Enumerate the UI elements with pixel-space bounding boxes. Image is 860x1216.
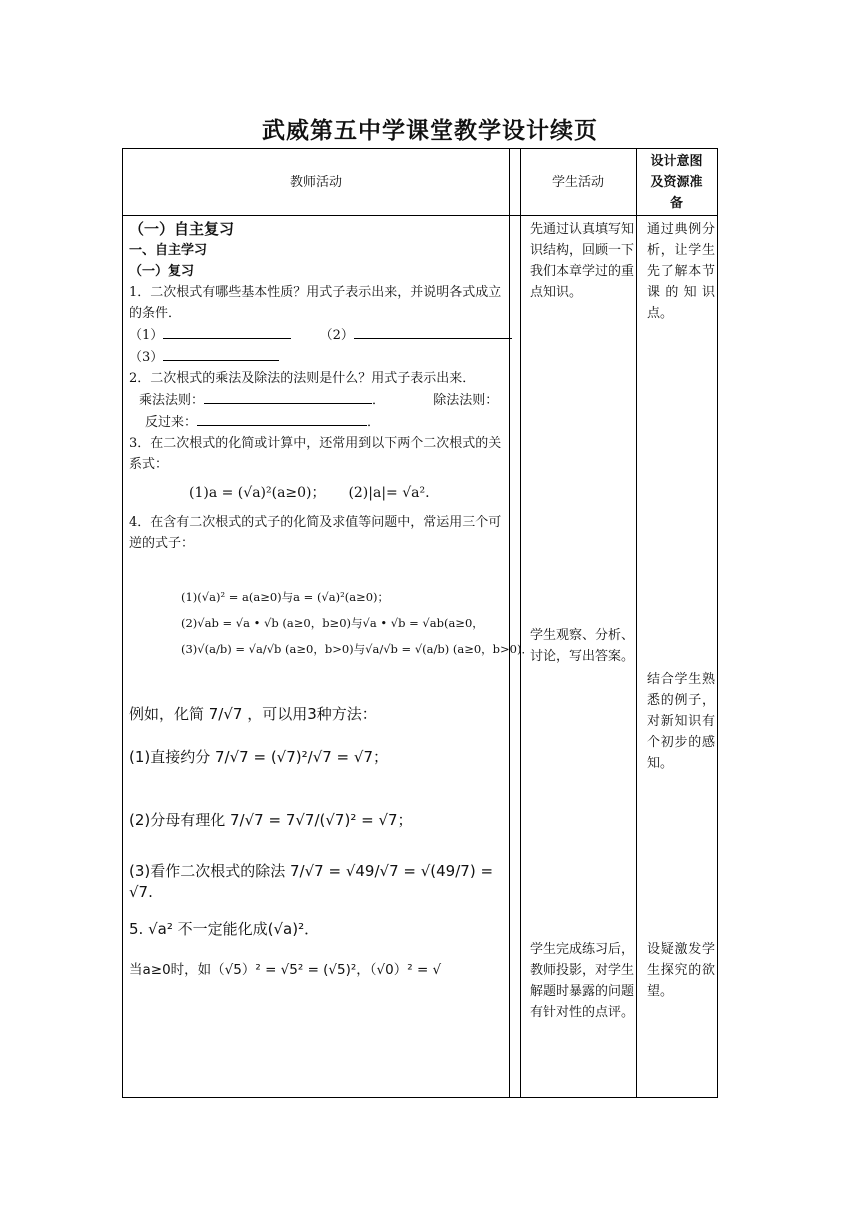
question-2: 2．二次根式的乘法及除法的法则是什么？用式子表示出来． — [129, 371, 476, 386]
formula: (3)√(a/b) = √a/√b (a≥0，b>0)与√a/√b = √(a/b) (a≥0，b>0)． — [181, 642, 533, 656]
design-note: 结合学生熟悉的例子，对新知识有个初步的感知。 — [647, 672, 715, 771]
design-note: 通过典例分析，让学生先了解本节课的知识点。 — [647, 222, 715, 321]
example-method-1: (1)直接约分 7/√7 = (√7)²/√7 = √7； — [129, 748, 388, 766]
answer-blank — [163, 346, 279, 361]
formula: (1)a = (√a)²(a≥0)； — [189, 485, 326, 501]
column-divider — [520, 149, 521, 1097]
header-design — [636, 149, 717, 215]
answer-blank — [204, 389, 372, 404]
question-2-blanks: 乘法法则： ． 除法法则： — [129, 389, 514, 411]
page-title: 武威第五中学课堂教学设计续页 — [262, 117, 598, 144]
question-5: 5. √a² 不一定能化成(√a)²． — [129, 920, 320, 938]
blank-label: （1） — [129, 328, 164, 343]
formula: (1)(√a)² = a(a≥0)与a = (√a)²(a≥0)； — [181, 590, 389, 604]
header-student: 学生活动 — [551, 174, 604, 190]
formula: (2)|a|= √a². — [348, 485, 430, 501]
question-1: 1．二次根式有哪些基本性质？用式子表示出来，并说明各式成立的条件． — [129, 285, 502, 321]
blank-label: （2） — [319, 328, 354, 343]
question-5-example: 当a≥0时，如（√5）² = √5² = (√5)²，（√0）² = √ — [129, 962, 442, 978]
lesson-table — [122, 148, 718, 1098]
subsection-heading: 一、自主学习 — [129, 243, 208, 258]
blank-label: （3） — [129, 350, 164, 365]
example-intro: 例如，化简 7/√7 ，可以用3种方法： — [129, 705, 377, 723]
example-method-3: (3)看作二次根式的除法 7/√7 = √49/√7 = √(49/7) = √7. — [129, 862, 494, 901]
question-3: 3．在二次根式的化简或计算中，还常用到以下两个二次根式的关系式： — [129, 436, 502, 472]
answer-blank — [163, 324, 291, 339]
question-4: 4．在含有二次根式的式子的化简及求值等问题中，常运用三个可逆的式子： — [129, 515, 502, 551]
answer-blank — [354, 324, 512, 339]
design-note: 设疑激发学生探究的欲望。 — [647, 942, 715, 999]
example-method-2: (2)分母有理化 7/√7 = 7√7/(√7)² = √7； — [129, 811, 413, 829]
blank-label: 乘法法则： — [139, 393, 205, 408]
column-divider — [636, 149, 637, 1097]
question-1-blanks — [129, 324, 514, 346]
student-note: 先通过认真填写知识结构，回顾一下我们本章学过的重点知识。 — [530, 222, 635, 300]
student-note: 学生完成练习后，教师投影，对学生解题时暴露的问题有针对性的点评。 — [530, 942, 635, 1020]
section-heading: （一）自主复习 — [129, 220, 235, 238]
answer-blank — [197, 411, 367, 426]
formula: (2)√ab = √a • √b (a≥0，b≥0)与√a • √b = √ab(a≥0， — [181, 616, 484, 630]
teacher-activity — [129, 219, 533, 981]
header-design-line: 及资源准 — [650, 174, 703, 190]
formula-block — [129, 584, 533, 662]
header-divider — [123, 215, 717, 216]
header-design-line: 设计意图 — [650, 153, 703, 169]
formula-row — [129, 475, 514, 512]
blank-label: 反过来： — [145, 415, 198, 430]
blank-label: 除法法则： — [433, 393, 499, 408]
question-1-blanks — [129, 346, 514, 368]
subsection-heading: （一）复习 — [129, 264, 195, 279]
header-design-line: 备 — [669, 195, 683, 211]
student-note: 学生观察、分析、讨论，写出答案。 — [530, 628, 635, 664]
header-teacher: 教师活动 — [289, 174, 342, 190]
question-2-blanks: 反过来： ． — [129, 411, 514, 433]
